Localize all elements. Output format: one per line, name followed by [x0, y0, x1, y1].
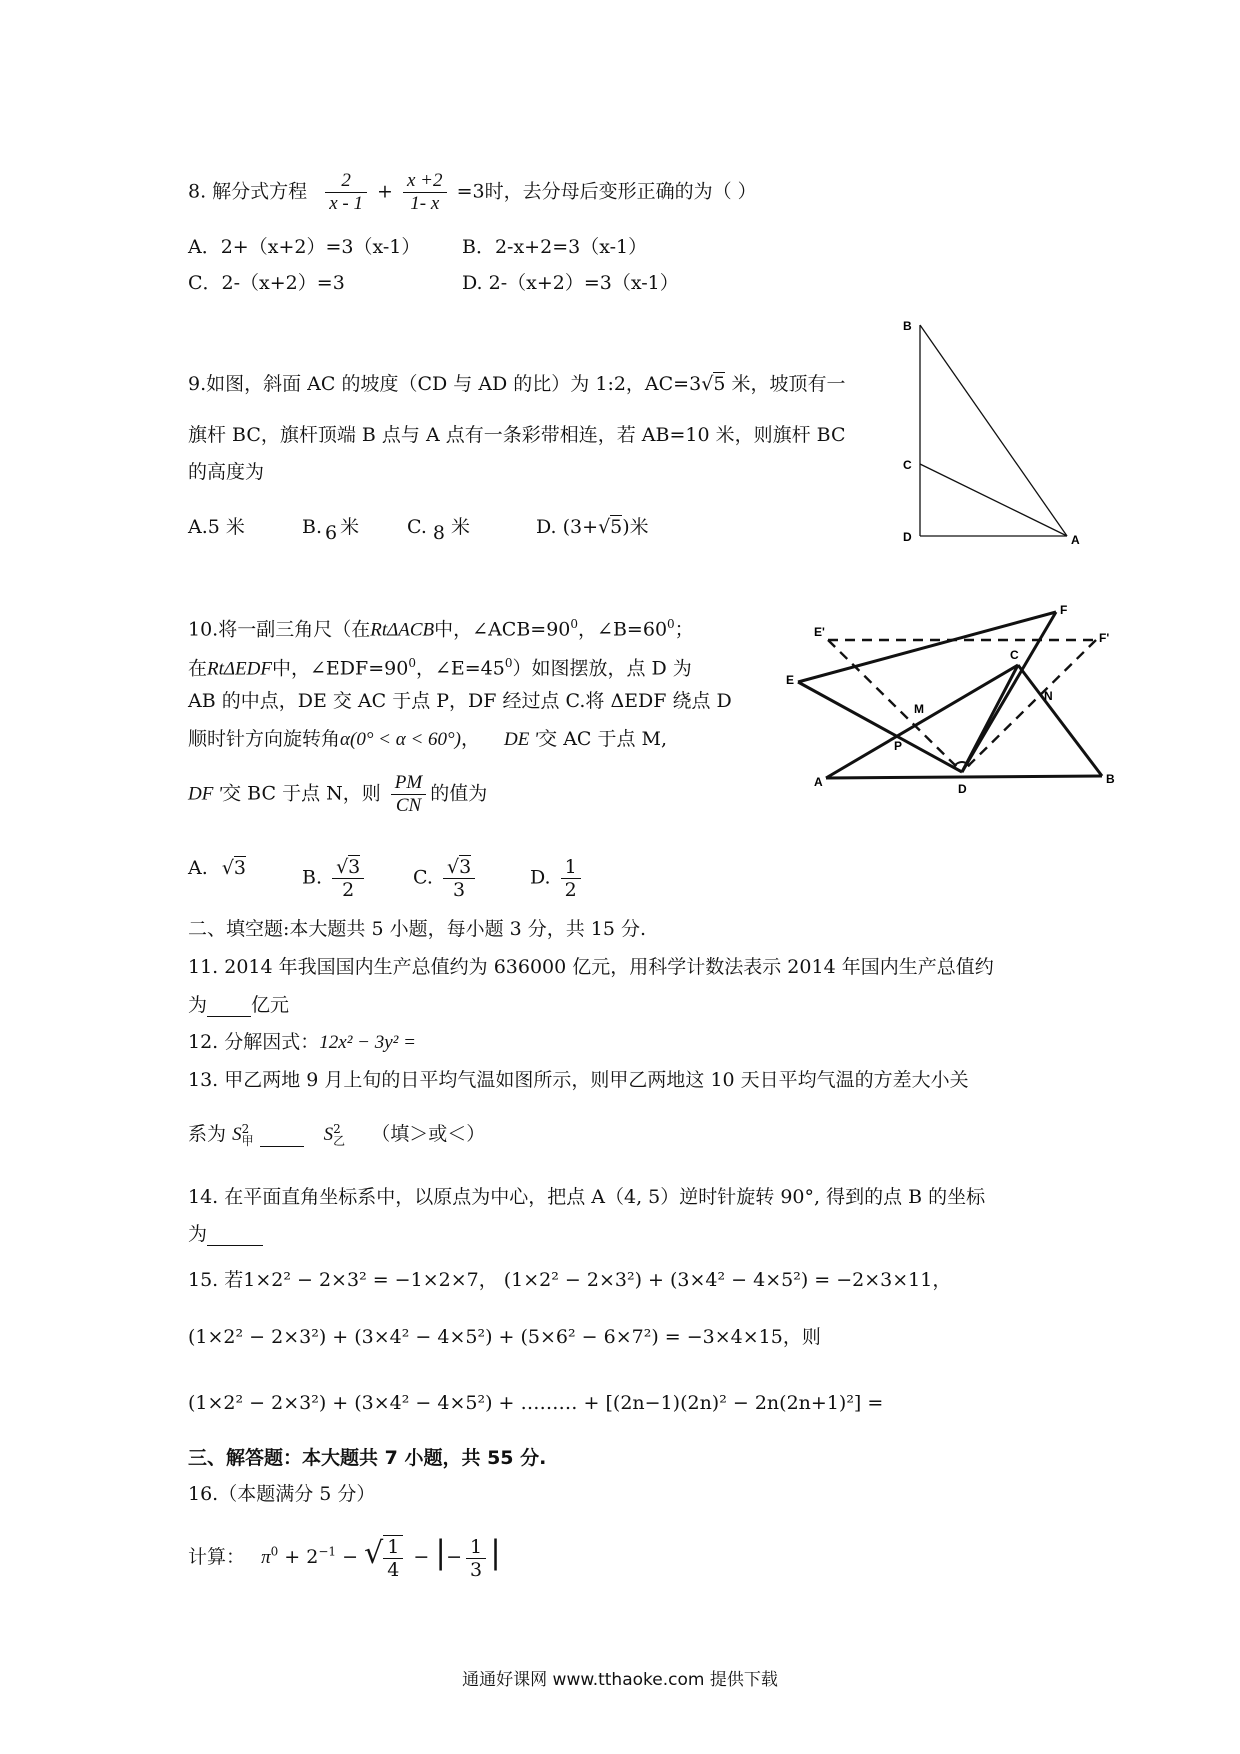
q8-prefix: 8. 解分式方程 — [188, 180, 308, 203]
q11-line-2: 为 亿元 — [188, 994, 290, 1016]
q16-line-1: 16.（本题满分 5 分） — [188, 1483, 376, 1505]
q10-line-4: 顺时针方向旋转角α(0° < α < 60°)， DE '交 AC 于点 M, — [188, 728, 668, 750]
segment-ba — [920, 325, 1067, 536]
q10-line-1: 10.将一副三角尺（在RtΔACB中，$\angle ACB=90^0$，$\angle B=60^0$； — [188, 617, 694, 641]
q15-line-1: 15. 若1×2² − 2×3² = −1×2×7， (1×2² − 2×3²) + (3×4² − 4×5²) = −2×3×11， — [188, 1269, 952, 1291]
q9-line-3: 的高度为 — [188, 461, 265, 483]
answer-blank[interactable] — [207, 992, 251, 1017]
q10-line-2: 在RtΔEDF中，$\angle EDF=90^0$，$\angle E=45^0$）如图摆放，点 D 为 — [188, 656, 692, 680]
label-d: D — [958, 782, 967, 796]
label-b: B — [903, 319, 912, 333]
q13-line-1: 13. 甲乙两地 9 月上旬的日平均气温如图所示，则甲乙两地这 10 天日平均气温的方差大小关 — [188, 1069, 969, 1091]
q16-line-2: 计算： $\pi^0 + 2^{-1}$ − √ $\frac{1}{4}$ − |− $\frac{1}{3}$ | — [188, 1533, 501, 1581]
q9-option-a: A.5 米 — [188, 516, 245, 538]
q9-line-2: 旗杆 BC，旗杆顶端 B 点与 A 点有一条彩带相连，若 AB=10 米，则旗杆 BC — [188, 424, 846, 446]
label-c: C — [1010, 648, 1019, 662]
segment-ed — [798, 682, 962, 772]
label-c: C — [903, 458, 912, 472]
answer-blank[interactable] — [207, 1221, 263, 1246]
label-d: D — [903, 530, 912, 544]
segment-ef — [798, 612, 1056, 682]
q12: 12. 分解因式：12x² − 3y² = — [188, 1031, 416, 1053]
q8-option-d: D. 2-（x+2）=3（x-1） — [462, 272, 679, 294]
q10-fraction: $\frac{PM}{CN}$ — [391, 772, 426, 817]
q10-line-5: DF '交 BC 于点 N，则 $\frac{PM}{CN}$ 的值为 — [188, 772, 488, 816]
q9-option-b: B. 6 米 — [302, 516, 360, 544]
label-e: E — [786, 673, 795, 687]
q10-line-3: AB 的中点，DE 交 AC 于点 P，DF 经过点 C.将 ΔEDF 绕点 D — [188, 690, 732, 712]
q9-figure — [895, 310, 1095, 550]
sqrt-icon: √ — [598, 516, 611, 538]
label-a: A — [1071, 533, 1080, 547]
answer-blank[interactable] — [260, 1122, 304, 1147]
q10-option-a: A. √3 — [188, 857, 247, 879]
segment-cb — [1018, 665, 1102, 776]
label-a: A — [814, 775, 823, 789]
q13-line-2: 系为 S 2 甲 S 2 乙 （填＞或＜） — [188, 1122, 486, 1148]
q8-option-a: A．2+（x+2）=3（x-1） — [188, 236, 421, 258]
q10-option-b: B. $\frac{√3}{2}$ — [302, 856, 368, 901]
q8-suffix: =3时，去分母后变形正确的为（ ） — [456, 180, 757, 203]
sqrt-icon: √ — [221, 857, 234, 879]
sqrt-icon: √ — [446, 856, 460, 878]
label-m: M — [914, 702, 924, 716]
q8-option-c: C．2-（x+2）=3 — [188, 272, 345, 294]
q10-option-c: C. $\frac{√3}{3}$ — [413, 856, 479, 901]
segment-ab — [826, 776, 1102, 778]
q9-option-c: C. 8 米 — [407, 516, 471, 544]
q8-option-b: B．2-x+2=3（x-1） — [462, 236, 648, 258]
segment-ca — [920, 464, 1067, 536]
q10-option-d: D. $\frac{1}{2}$ — [530, 856, 585, 901]
q10-figure — [786, 600, 1126, 800]
section-2-heading: 二、填空题:本大题共 5 小题，每小题 3 分，共 15 分. — [188, 918, 647, 940]
label-n: N — [1044, 689, 1053, 703]
q15-line-3: (1×2² − 2×3²) + (3×4² − 4×5²) + ……… + [(2n−1)(2n)² − 2n(2n+1)²] = — [188, 1392, 884, 1414]
q14-line-2: 为 — [188, 1221, 263, 1246]
label-e2: E' — [814, 625, 825, 639]
q9-line-1: 9.如图，斜面 AC 的坡度（CD 与 AD 的比）为 1:2，AC=3√5 米，坡顶有一 — [188, 373, 846, 395]
label-b: B — [1106, 772, 1115, 786]
q14-line-1: 14. 在平面直角坐标系中，以原点为中心，把点 A（4, 5）逆时针旋转 90°, 得到的点 B 的坐标 — [188, 1186, 986, 1208]
page-footer: 通通好课网 www.tthaoke.com 提供下载 — [462, 1670, 778, 1690]
label-p: P — [894, 739, 903, 753]
label-f: F — [1060, 603, 1068, 617]
sqrt-icon: √ — [336, 856, 349, 878]
section-3-heading: 三、解答题：本大题共 7 小题，共 55 分. — [188, 1447, 547, 1469]
q8-fraction-1: $\frac{2}{x - 1}$ — [325, 170, 367, 215]
q8-plus: + — [377, 180, 393, 203]
q9-option-d: D. (3+√5)米 — [536, 516, 649, 538]
q11-line-1: 11. 2014 年我国国内生产总值约为 636000 亿元，用科学计数法表示 2014 年国内生产总值约 — [188, 956, 994, 978]
sqrt-icon: √ — [364, 1536, 384, 1571]
sqrt-icon: √ — [701, 373, 714, 395]
label-f2: F' — [1099, 631, 1110, 645]
q8-fraction-2: $\frac{x +2}{1- x}$ — [403, 170, 447, 215]
q15-line-2: (1×2² − 2×3²) + (3×4² − 4×5²) + (5×6² − 6×7²) = −3×4×15，则 — [188, 1326, 821, 1348]
q8-stem — [188, 170, 757, 215]
